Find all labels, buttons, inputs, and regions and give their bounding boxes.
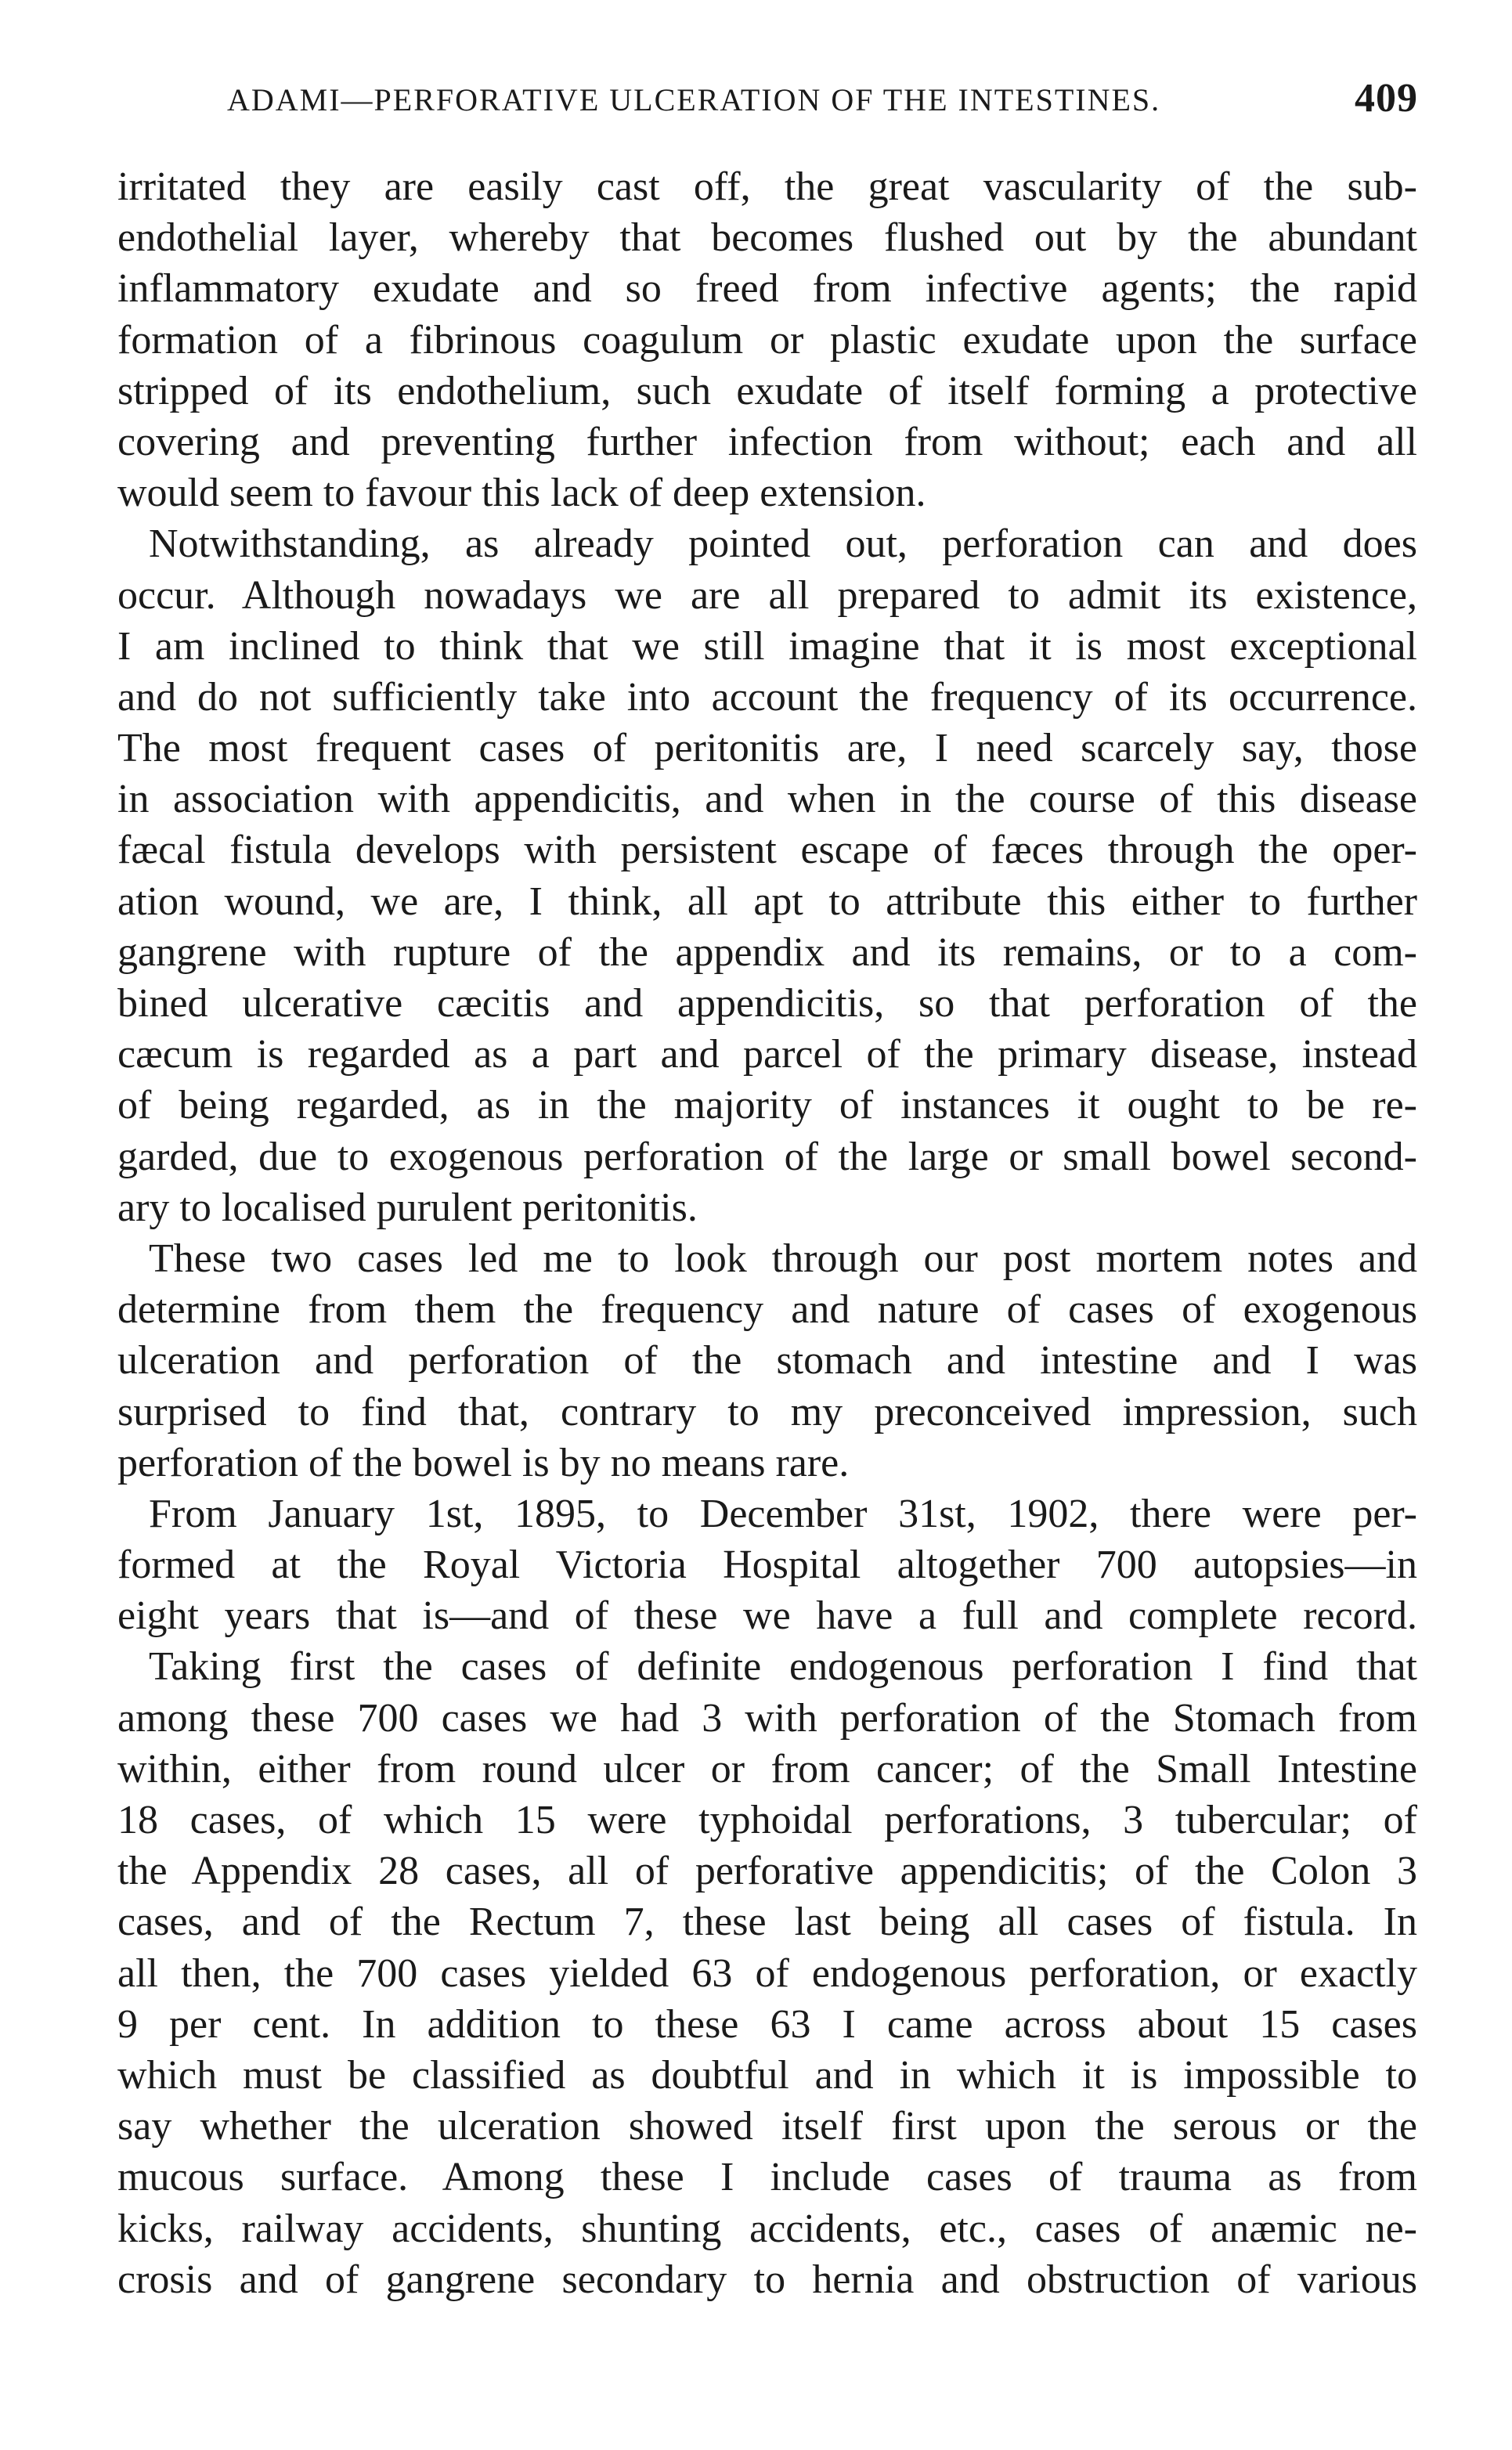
paragraph-start-line: From January 1st, 1895, to December 31st, 1902, there were per- bbox=[149, 1491, 1417, 1536]
paragraph-start-line: Taking first the cases of definite endogenous perforation I find that bbox=[149, 1644, 1417, 1690]
text-line: formation of a fibrinous coagulum or plastic exudate upon the surface bbox=[117, 317, 1417, 363]
text-line: eight years that is—and of these we have a full and complete record. bbox=[117, 1593, 1417, 1639]
paragraph-start-line: These two cases led me to look through our post mortem notes and bbox=[149, 1236, 1417, 1281]
text-line: occur. Although nowadays we are all prepared to admit its existence, bbox=[117, 572, 1417, 618]
text-line: irritated they are easily cast off, the great vascularity of the sub- bbox=[117, 164, 1417, 209]
text-line: perforation of the bowel is by no means rare. bbox=[117, 1440, 850, 1485]
text-line: gangrene with rupture of the appendix and its remains, or to a com- bbox=[117, 929, 1417, 975]
text-line: ary to localised purulent peritonitis. bbox=[117, 1185, 698, 1230]
text-line: would seem to favour this lack of deep extension. bbox=[117, 471, 926, 516]
text-line: mucous surface. Among these I include cases of trauma as from bbox=[117, 2155, 1417, 2200]
text-line: ulceration and perforation of the stomach and intestine and I was bbox=[117, 1338, 1417, 1384]
text-line: among these 700 cases we had 3 with perforation of the Stomach from bbox=[117, 1695, 1417, 1741]
text-line: garded, due to exogenous perforation of the large or small bowel second- bbox=[117, 1134, 1417, 1179]
text-line: crosis and of gangrene secondary to hernia and obstruction of various bbox=[117, 2257, 1417, 2302]
text-line: inflammatory exudate and so freed from infective agents; the rapid bbox=[117, 266, 1417, 312]
text-line: surprised to find that, contrary to my preconceived impression, such bbox=[117, 1389, 1417, 1434]
text-line: all then, the 700 cases yielded 63 of endogenous perforation, or exactly bbox=[117, 1950, 1417, 1996]
text-line: within, either from round ulcer or from cancer; of the Small Intestine bbox=[117, 1746, 1417, 1791]
running-title: ADAMI—PERFORATIVE ULCERATION OF THE INTESTINES. bbox=[227, 82, 1161, 117]
text-line: endothelial layer, whereby that becomes flushed out by the abundant bbox=[117, 215, 1417, 261]
body-text bbox=[117, 161, 1417, 2305]
text-line: of being regarded, as in the majority of instances it ought to be re- bbox=[117, 1083, 1417, 1128]
text-line: bined ulcerative cæcitis and appendicitis, so that perforation of the bbox=[117, 981, 1417, 1026]
text-line: the Appendix 28 cases, all of perforative appendicitis; of the Colon 3 bbox=[117, 1849, 1417, 1894]
text-line: ation wound, we are, I think, all apt to attribute this either to further bbox=[117, 879, 1417, 924]
text-line: 9 per cent. In addition to these 63 I came across about 15 cases bbox=[117, 2001, 1417, 2047]
running-head bbox=[117, 75, 1418, 130]
page-number: 409 bbox=[1355, 76, 1418, 121]
text-line: stripped of its endothelium, such exudate of itself forming a protective bbox=[117, 368, 1417, 413]
text-line: say whether the ulceration showed itself first upon the serous or the bbox=[117, 2104, 1417, 2149]
text-line: covering and preventing further infection from without; each and all bbox=[117, 419, 1417, 464]
text-line: 18 cases, of which 15 were typhoidal perforations, 3 tubercular; of bbox=[117, 1798, 1417, 1842]
text-line: in association with appendicitis, and when in the course of this disease bbox=[117, 777, 1417, 822]
text-line: which must be classified as doubtful and in which it is impossible to bbox=[117, 2052, 1417, 2098]
paragraph-start-line: Notwithstanding, as already pointed out, perforation can and does bbox=[149, 521, 1417, 567]
text-line: The most frequent cases of peritonitis are, I need scarcely say, those bbox=[117, 726, 1417, 771]
text-line: formed at the Royal Victoria Hospital altogether 700 autopsies—in bbox=[117, 1543, 1417, 1588]
text-line: cases, and of the Rectum 7, these last being all cases of fistula. In bbox=[117, 1900, 1417, 1945]
text-line: I am inclined to think that we still imagine that it is most exceptional bbox=[117, 623, 1417, 669]
text-line: cæcum is regarded as a part and parcel of the primary disease, instead bbox=[117, 1032, 1417, 1077]
text-line: kicks, railway accidents, shunting accidents, etc., cases of anæmic ne- bbox=[117, 2206, 1417, 2251]
text-line: fæcal fistula develops with persistent escape of fæces through the oper- bbox=[117, 828, 1417, 873]
text-line: determine from them the frequency and nature of cases of exogenous bbox=[117, 1287, 1417, 1333]
text-line: and do not sufficiently take into account the frequency of its occurrence. bbox=[117, 674, 1417, 720]
